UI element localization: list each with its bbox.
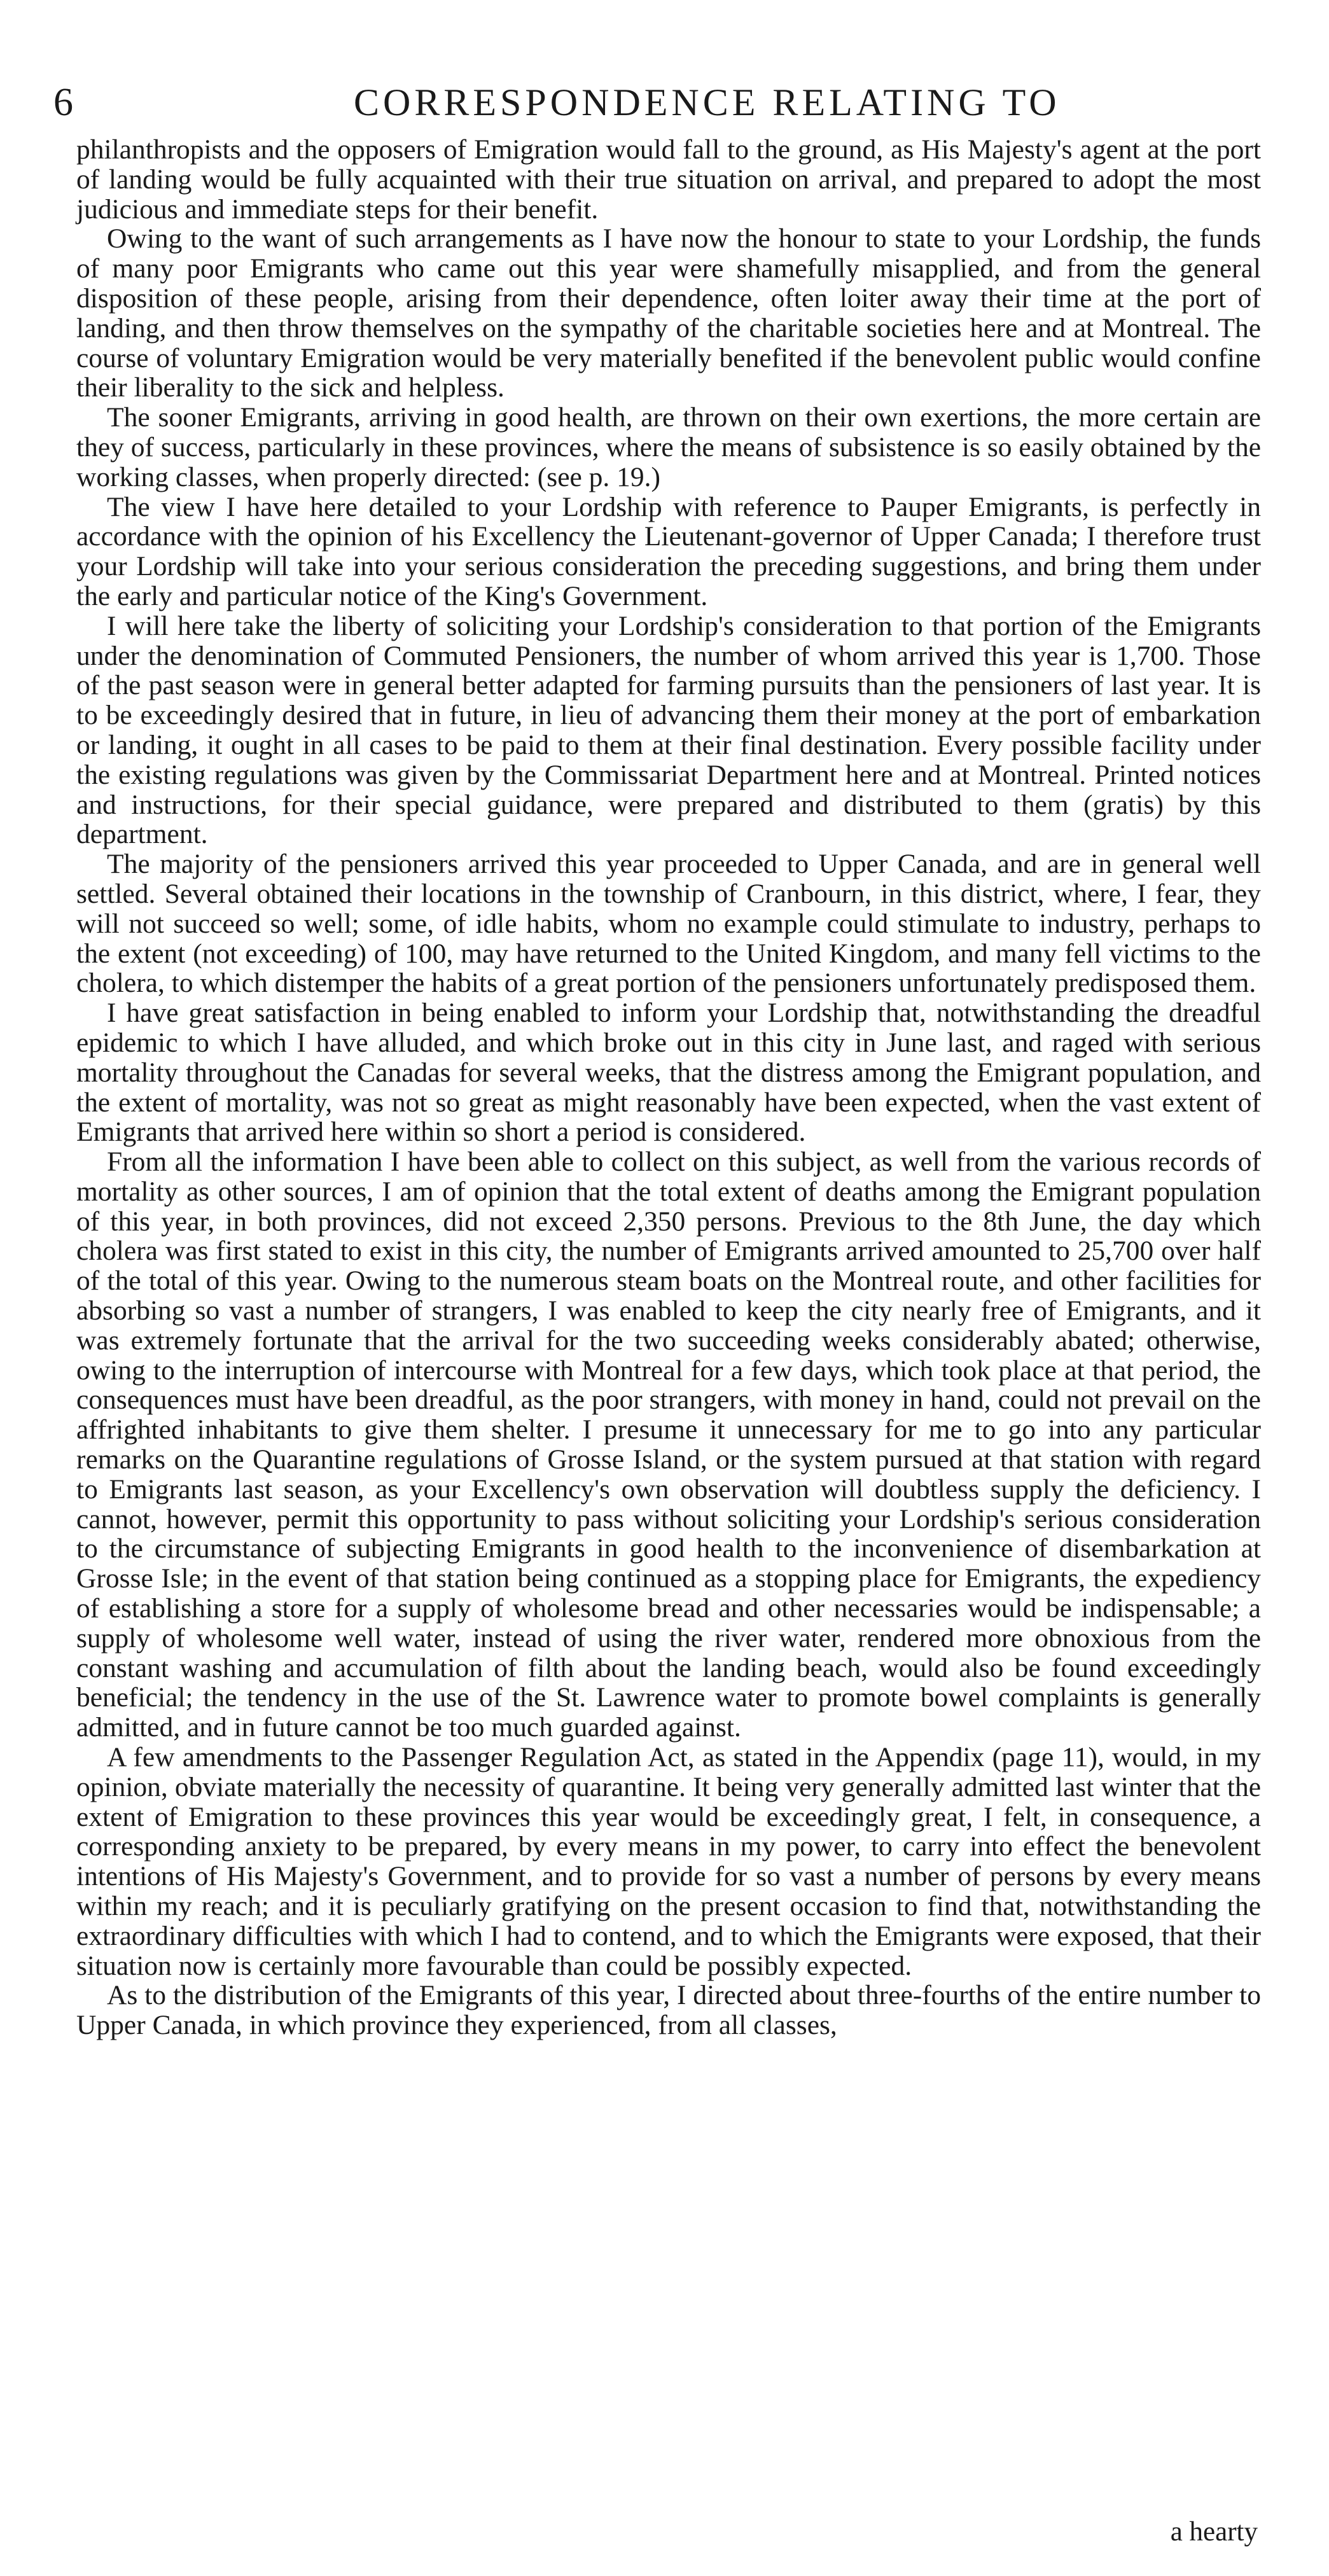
paragraph: The sooner Emigrants, arriving in good health, are thrown on their own exertions, the more certain are they of success, particularly in these provinces, where the means of subsistence is so easily obtained by the working classes, when properly directed: (see p. 19.) [76, 402, 1261, 492]
paragraph: As to the distribution of the Emigrants of this year, I directed about three-fourths of the entire number to Upper Canada, in which province they experienced, from all classes, [76, 1980, 1261, 2041]
paragraph: philanthropists and the opposers of Emigration would fall to the ground, as His Majesty's agent at the port of landing would be fully acquainted with their true situation on arrival, and prepared to adopt the most judicious and immediate steps for their benefit. [76, 134, 1261, 225]
paragraph: The majority of the pensioners arrived this year proceeded to Upper Canada, and are in general well settled. Several obtained their locations in the township of Cranbourn, in this district, where, I fear, they will not succeed so well; some, of idle habits, whom no example could stimulate to industry, perhaps to the extent (not exceeding) of 100, may have returned to the United Kingdom, and many fell victims to the cholera, to which distemper the habits of a great portion of the pensioners unfortunately predisposed them. [76, 849, 1261, 999]
paragraph: I have great satisfaction in being enabled to inform your Lordship that, notwithstanding the dreadful epidemic to which I have alluded, and which broke out in this city in June last, and raged with serious mortality throughout the Canadas for several weeks, that the distress among the Emigrant population, and the extent of mortality, was not so great as might reasonably have been expected, when the vast extent of Emigrants that arrived here within so short a period is considered. [76, 998, 1261, 1148]
paragraph: The view I have here detailed to your Lordship with reference to Pauper Emigrants, is perfectly in accordance with the opinion of his Excellency the Lieutenant-governor of Upper Canada; I therefore trust your Lordship will take into your serious consideration the preceding suggestions, and bring them under the early and particular notice of the King's Government. [76, 491, 1261, 611]
page-header [0, 0, 1329, 127]
catchword: a hearty [1170, 2517, 1258, 2547]
paragraph: From all the information I have been able to collect on this subject, as well from the various records of mortality as other sources, I am of opinion that the total extent of deaths among the Emigrant population of this year, in both provinces, did not exceed 2,350 persons. Previous to the 8th June, the day which cholera was first stated to exist in this city, the number of Emigrants arrived amounted to 25,700 over half of the total of this year. Owing to the numerous steam boats on the Montreal route, and other facilities for absorbing so vast a number of strangers, I was enabled to keep the city nearly free of Emigrants, and it was extremely fortunate that the arrival for the two succeeding weeks considerably abated; otherwise, owing to the interruption of intercourse with Montreal for a few days, which took place at that period, the consequences must have been dreadful, as the poor strangers, with money in hand, could not prevail on the affrighted inhabitants to give them shelter. I presume it unnecessary for me to go into any particular remarks on the Quarantine regulations of Grosse Island, or the system pursued at that station with regard to Emigrants last season, as your Excellency's own observation will doubtless supply the deficiency. I cannot, however, permit this opportunity to pass without soliciting your Lordship's serious consideration to the circumstance of subjecting Emigrants in good health to the inconvenience of disembarkation at Grosse Isle; in the event of that station being continued as a stopping place for Emigrants, the expediency of establishing a store for a supply of wholesome bread and other necessaries would be indispensable; a supply of wholesome well water, instead of using the river water, rendered more obnoxious from the constant washing and accumulation of filth about the landing beach, would also be found exceedingly beneficial; the tendency in the use of the St. Lawrence water to promote bowel complaints is generally admitted, and in future cannot be too much guarded against. [76, 1146, 1261, 1743]
paragraph: A few amendments to the Passenger Regulation Act, as stated in the Appendix (page 11), would, in my opinion, obviate materially the necessity of quarantine. It being very generally admitted last winter that the extent of Emigration to these provinces this year would be exceedingly great, I felt, in consequence, a corresponding anxiety to be prepared, by every means in my power, to carry into effect the benevolent intentions of His Majesty's Government, and to provide for so vast a number of persons by every means within my reach; and it is peculiarly gratifying on the present occasion to find that, notwithstanding the extraordinary difficulties with which I had to contend, and to which the Emigrants were exposed, that their situation now is certainly more favourable than could be possibly expected. [76, 1742, 1261, 1981]
running-title: CORRESPONDENCE RELATING TO [354, 81, 1061, 123]
body-text [76, 135, 1261, 2040]
page-number: 6 [53, 81, 74, 124]
paragraph: Owing to the want of such arrangements as I have now the honour to state to your Lordship, the funds of many poor Emigrants who came out this year were shamefully misapplied, and from the general disposition of these people, arising from their dependence, often loiter away their time at the port of landing, and then throw themselves on the sympathy of the charitable societies here and at Montreal. The course of voluntary Emigration would be very materially benefited if the benevolent public would confine their liberality to the sick and helpless. [76, 223, 1261, 403]
paragraph: I will here take the liberty of soliciting your Lordship's consideration to that portion of the Emigrants under the denomination of Commuted Pensioners, the number of whom arrived this year is 1,700. Those of the past season were in general better adapted for farming pursuits than the pensioners of last year. It is to be exceedingly desired that in future, in lieu of advancing them their money at the port of embarkation or landing, it ought in all cases to be paid to them at their final destination. Every possible facility under the existing regulations was given by the Commissariat Department here and at Montreal. Printed notices and instructions, for their special guidance, were prepared and distributed to them (gratis) by this department. [76, 610, 1261, 850]
